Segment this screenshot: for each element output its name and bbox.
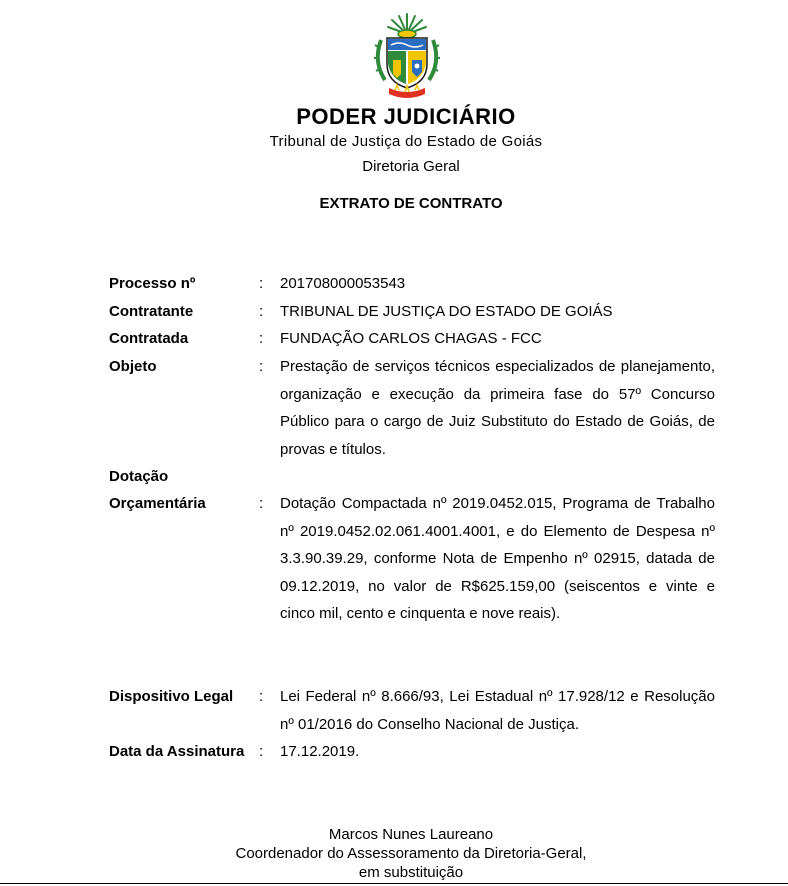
field-dispositivo-legal — [109, 683, 715, 738]
field-contratante — [109, 298, 715, 326]
field-colon: : — [259, 743, 264, 760]
document-title: EXTRATO DE CONTRATO — [319, 195, 503, 212]
field-colon: : — [259, 688, 264, 705]
department-name: Diretoria Geral — [362, 158, 460, 175]
signatory-name: Marcos Nunes Laureano — [328, 826, 494, 843]
field-value: Lei Federal nº 8.666/93, Lei Estadual nº 17.928/12 e Resolução nº 01/2016 do Conselho Nacional de Justiça. — [280, 688, 715, 733]
field-label-dotacao: Dotação — [109, 468, 169, 485]
field-value: 17.12.2019. — [280, 743, 360, 760]
field-value: Dotação Compactada nº 2019.0452.015, Programa de Trabalho nº 2019.0452.02.061.4001.4001, e do Elemento de Despesa nº 3.3.90.39.29, conforme Nota de Empenho nº 02915, datada de 09.12.2019, no valor de R$625.159,00 (seiscentos e vinte e cinco mil, cento e cinquenta e nove reais). — [280, 495, 715, 622]
field-label: Data da Assinatura — [109, 743, 245, 760]
field-label: Orçamentária — [109, 495, 206, 512]
field-colon: : — [259, 303, 264, 320]
field-value: FUNDAÇÃO CARLOS CHAGAS - FCC — [280, 330, 542, 347]
field-processo — [109, 270, 715, 298]
field-label: Contratada — [109, 330, 189, 347]
institution-subtitle: Tribunal de Justiça do Estado de Goiás — [269, 133, 543, 150]
field-label: Objeto — [109, 358, 157, 375]
field-contratada — [109, 325, 715, 353]
field-label: Dispositivo Legal — [109, 688, 234, 705]
field-value: TRIBUNAL DE JUSTIÇA DO ESTADO DE GOIÁS — [280, 303, 613, 320]
field-value: Prestação de serviços técnicos especializados de planejamento, organização e execução da primeira fase do 57º Concurso Público para o cargo de Juiz Substituto do Estado de Goiás, de provas e títulos. — [280, 358, 715, 458]
field-value: 201708000053543 — [280, 275, 406, 292]
field-data-assinatura — [109, 738, 715, 766]
field-objeto — [109, 353, 715, 463]
signatory-note: em substituição — [358, 864, 464, 881]
institution-title: PODER JUDICIÁRIO — [296, 104, 516, 129]
field-label: Processo nº — [109, 275, 196, 292]
field-label: Contratante — [109, 303, 194, 320]
signatory-role: Coordenador do Assessoramento da Diretoria-Geral, — [235, 845, 587, 862]
field-colon: : — [259, 330, 264, 347]
coat-of-arms-icon — [371, 10, 443, 102]
field-colon: : — [259, 358, 264, 375]
field-colon: : — [259, 495, 264, 512]
field-colon: : — [259, 275, 264, 292]
bottom-rule — [0, 883, 788, 884]
field-dotacao-orcamentaria — [109, 490, 715, 628]
